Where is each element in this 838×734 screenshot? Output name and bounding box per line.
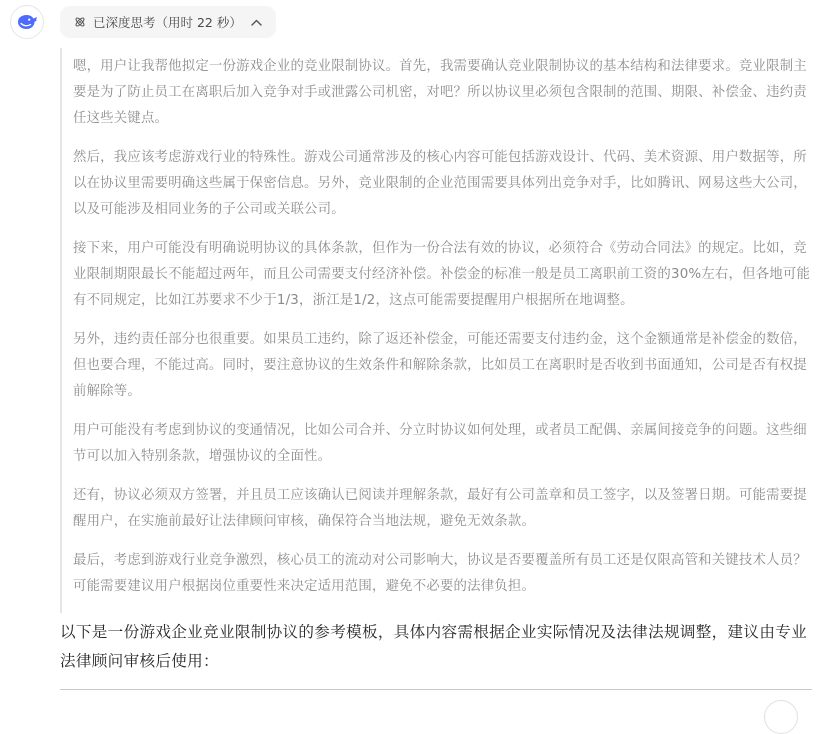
thinking-paragraph: 嗯，用户让我帮他拟定一份游戏企业的竞业限制协议。首先，我需要确认竞业限制协议的基本结构和法律要求。竞业限制主要是为了防止员工在离职后加入竞争对手或泄露公司机密，对吧？所以协议里必须包含限制的范围、期限、补偿金、违约责任这些关键点。 xyxy=(73,59,807,126)
thinking-paragraph: 另外，违约责任部分也很重要。如果员工违约，除了返还补偿金，可能还需要支付违约金，这个金额通常是补偿金的数倍，但也要合理，不能过高。同时，要注意协议的生效条件和解除条款，比如员工在离职时是否收到书面通知，公司是否有权提前解除等。 xyxy=(73,332,807,399)
thinking-content xyxy=(60,48,812,613)
thinking-status-label: 已深度思考（用时 22 秒） xyxy=(93,15,242,30)
thinking-paragraph: 还有，协议必须双方签署，并且员工应该确认已阅读并理解条款，最好有公司盖章和员工签字，以及签署日期。可能需要提醒用户，在实施前最好让法律顾问审核，确保符合当地法规，避免无效条款。 xyxy=(73,488,807,529)
thinking-toggle-button[interactable] xyxy=(60,6,276,38)
thinking-paragraph: 最后，考虑到游戏行业竞争激烈，核心员工的流动对公司影响大，协议是否要覆盖所有员工还是仅限高管和关键技术人员？可能需要建议用户根据岗位重要性来决定适用范围，避免不必要的法律负担。 xyxy=(73,553,807,594)
answer-intro: 以下是一份游戏企业竞业限制协议的参考模板，具体内容需根据企业实际情况及法律法规调整，建议由专业法律顾问审核后使用： xyxy=(60,623,808,670)
atom-icon xyxy=(74,16,86,28)
thinking-paragraph: 用户可能没有考虑到协议的变通情况，比如公司合并、分立时协议如何处理，或者员工配偶、亲属间接竞争的问题。这些细节可以加入特别条款，增强协议的全面性。 xyxy=(73,423,807,464)
chevron-up-icon xyxy=(251,19,262,26)
thinking-paragraph: 然后，我应该考虑游戏行业的特殊性。游戏公司通常涉及的核心内容可能包括游戏设计、代码、美术资源、用户数据等，所以在协议里需要明确这些属于保密信息。另外，竞业限制的企业范围需要具体列出竞争对手，比如腾讯、网易这些大公司，以及可能涉及相同业务的子公司或关联公司。 xyxy=(73,150,807,217)
thinking-paragraph: 接下来，用户可能没有明确说明协议的具体条款，但作为一份合法有效的协议，必须符合《劳动合同法》的规定。比如，竞业限制期限最长不能超过两年，而且公司需要支付经济补偿。补偿金的标准一般是员工离职前工资的30%左右，但各地可能有不同规定，比如江苏要求不少于1/3，浙江是1/2，这点可能需要提醒用户根据所在地调整。 xyxy=(73,241,811,308)
horizontal-divider xyxy=(60,689,812,690)
deepseek-whale-icon xyxy=(16,13,38,31)
scroll-to-bottom-button[interactable] xyxy=(764,700,798,734)
assistant-avatar xyxy=(10,5,44,39)
